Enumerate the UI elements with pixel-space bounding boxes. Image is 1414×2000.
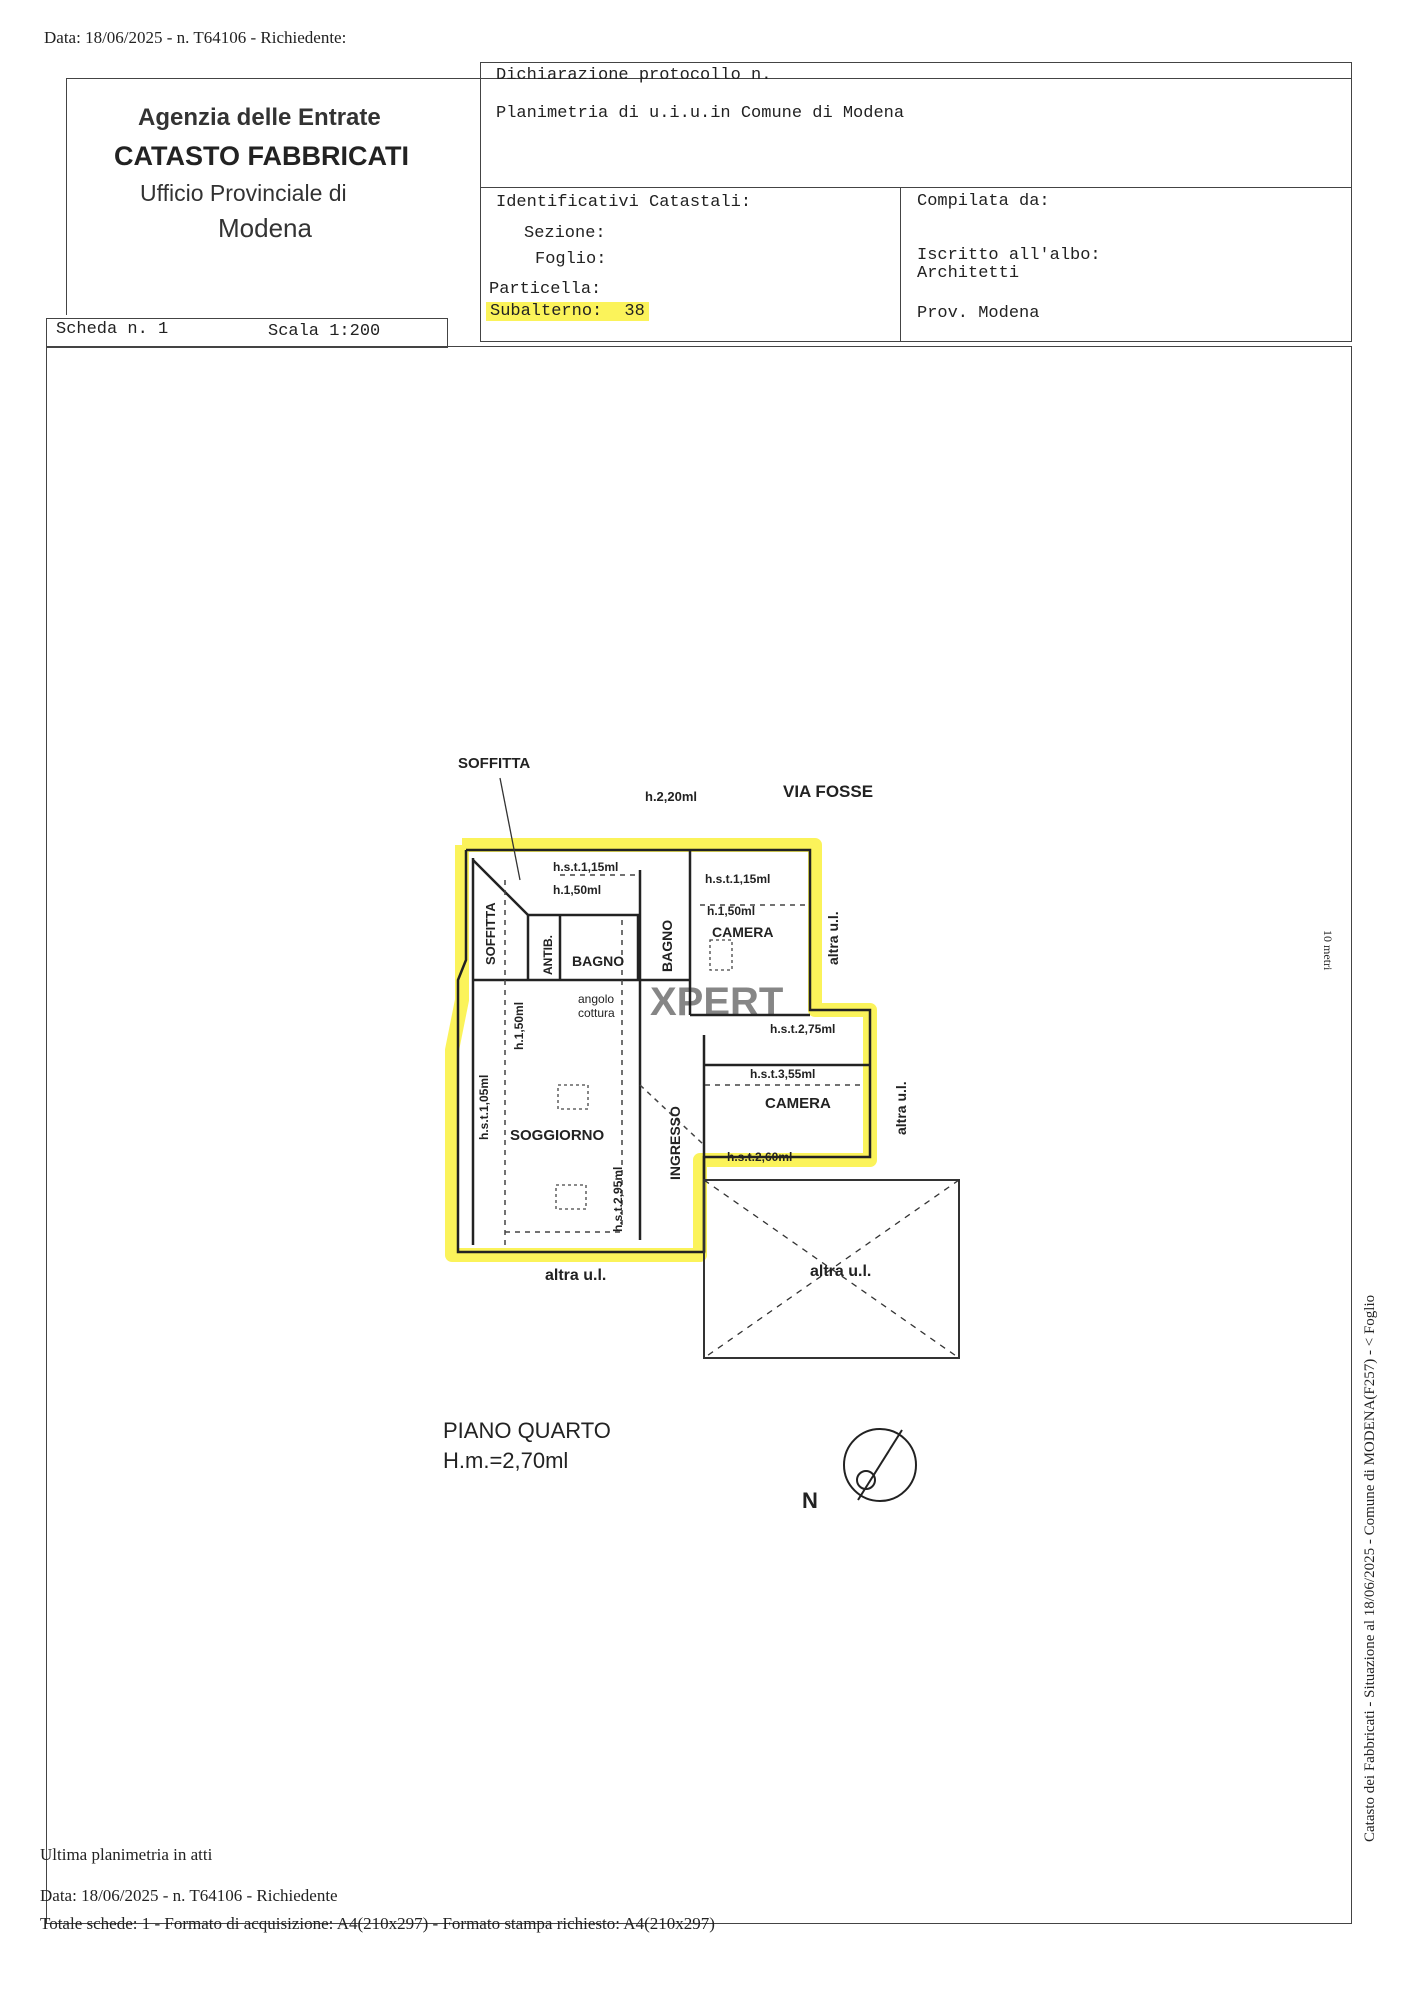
- label-hst355: h.s.t.3,55ml: [750, 1067, 816, 1081]
- footer-data: Data: 18/06/2025 - n. T64106 - Richiedente: [40, 1886, 338, 1905]
- label-via-fosse: VIA FOSSE: [783, 782, 874, 801]
- label-bagno-1: BAGNO: [572, 953, 625, 969]
- label-altra-ul-2: altra u.l.: [893, 1081, 909, 1135]
- vertical-footer: Catasto dei Fabbricati - Situazione al 18/06/2025 - Comune di MODENA(F257) - < Foglio: [1362, 1294, 1378, 1842]
- ufficio-label: Ufficio Provinciale di: [140, 180, 347, 206]
- foglio-label: Foglio:: [535, 250, 607, 269]
- watermark-logo: XPERT: [650, 980, 784, 1024]
- label-hst260: h.s.t.2,60ml: [727, 1150, 793, 1164]
- label-soffitta-top: SOFFITTA: [458, 755, 531, 772]
- sezione-label: Sezione:: [524, 224, 606, 243]
- scala-label: Scala 1:200: [268, 322, 381, 341]
- label-altra-ul-3: altra u.l.: [545, 1267, 607, 1284]
- label-bagno-2: BAGNO: [659, 919, 675, 972]
- particella-label: Particella:: [489, 280, 602, 299]
- agency-name: Agenzia delle Entrate: [138, 104, 381, 131]
- label-piano: PIANO QUARTO: [443, 1418, 611, 1443]
- label-cottura: cottura: [578, 1006, 615, 1020]
- label-camera-1: CAMERA: [712, 924, 774, 940]
- label-hst115-a: h.s.t.1,15ml: [553, 860, 619, 874]
- scale-note: 10 metri: [1321, 930, 1335, 971]
- label-h150-a: h.1,50ml: [553, 883, 602, 897]
- label-hst295: h.s.t.2,95ml: [611, 1166, 625, 1232]
- protocollo-label: Dichiarazione protocollo n.: [496, 66, 772, 85]
- identificativi-label: Identificativi Catastali:: [496, 193, 752, 212]
- label-h150-b: h.1,50ml: [707, 904, 756, 918]
- label-soffitta-side: SOFFITTA: [483, 902, 498, 965]
- subalterno-value: 38: [624, 302, 645, 321]
- catasto-title: CATASTO FABBRICATI: [114, 141, 409, 171]
- top-data-line: Data: 18/06/2025 - n. T64106 - Richiedente:: [44, 28, 347, 47]
- label-soggiorno: SOGGIORNO: [510, 1127, 605, 1144]
- label-hst275: h.s.t.2,75ml: [770, 1022, 836, 1036]
- provincia-value: Prov. Modena: [917, 304, 1040, 323]
- planimetria-label: Planimetria di u.i.u.in Comune di Modena: [496, 104, 905, 123]
- label-north: N: [802, 1488, 818, 1513]
- label-hst115-b: h.s.t.1,15ml: [705, 872, 771, 886]
- albo-value: Architetti: [917, 264, 1020, 283]
- label-h150-c: h.1,50ml: [512, 1001, 526, 1050]
- label-ingresso: INGRESSO: [667, 1106, 683, 1180]
- label-altra-ul-4: altra u.l.: [810, 1263, 872, 1280]
- label-camera-2: CAMERA: [765, 1095, 831, 1112]
- footer-totale: Totale schede: 1 - Formato di acquisizione: A4(210x297) - Formato stampa richiesto: A4(210x297): [40, 1914, 715, 1933]
- label-angolo: angolo: [578, 992, 615, 1006]
- scheda-label: Scheda n. 1: [56, 320, 169, 339]
- footer-ultima: Ultima planimetria in atti: [40, 1845, 213, 1864]
- subalterno-label: Subalterno:: [490, 302, 603, 321]
- soffitta-leader: [500, 778, 520, 880]
- north-arrow-icon: [844, 1429, 916, 1501]
- label-hst105: h.s.t.1,05ml: [477, 1074, 491, 1140]
- label-antib: ANTIB.: [541, 935, 555, 975]
- label-h220: h.2,20ml: [645, 789, 698, 804]
- label-hm: H.m.=2,70ml: [443, 1448, 569, 1473]
- iscritto-label: Iscritto all'albo:: [917, 246, 1101, 265]
- city-name: Modena: [218, 213, 312, 243]
- label-altra-ul-1: altra u.l.: [825, 911, 841, 965]
- compilata-label: Compilata da:: [917, 192, 1050, 211]
